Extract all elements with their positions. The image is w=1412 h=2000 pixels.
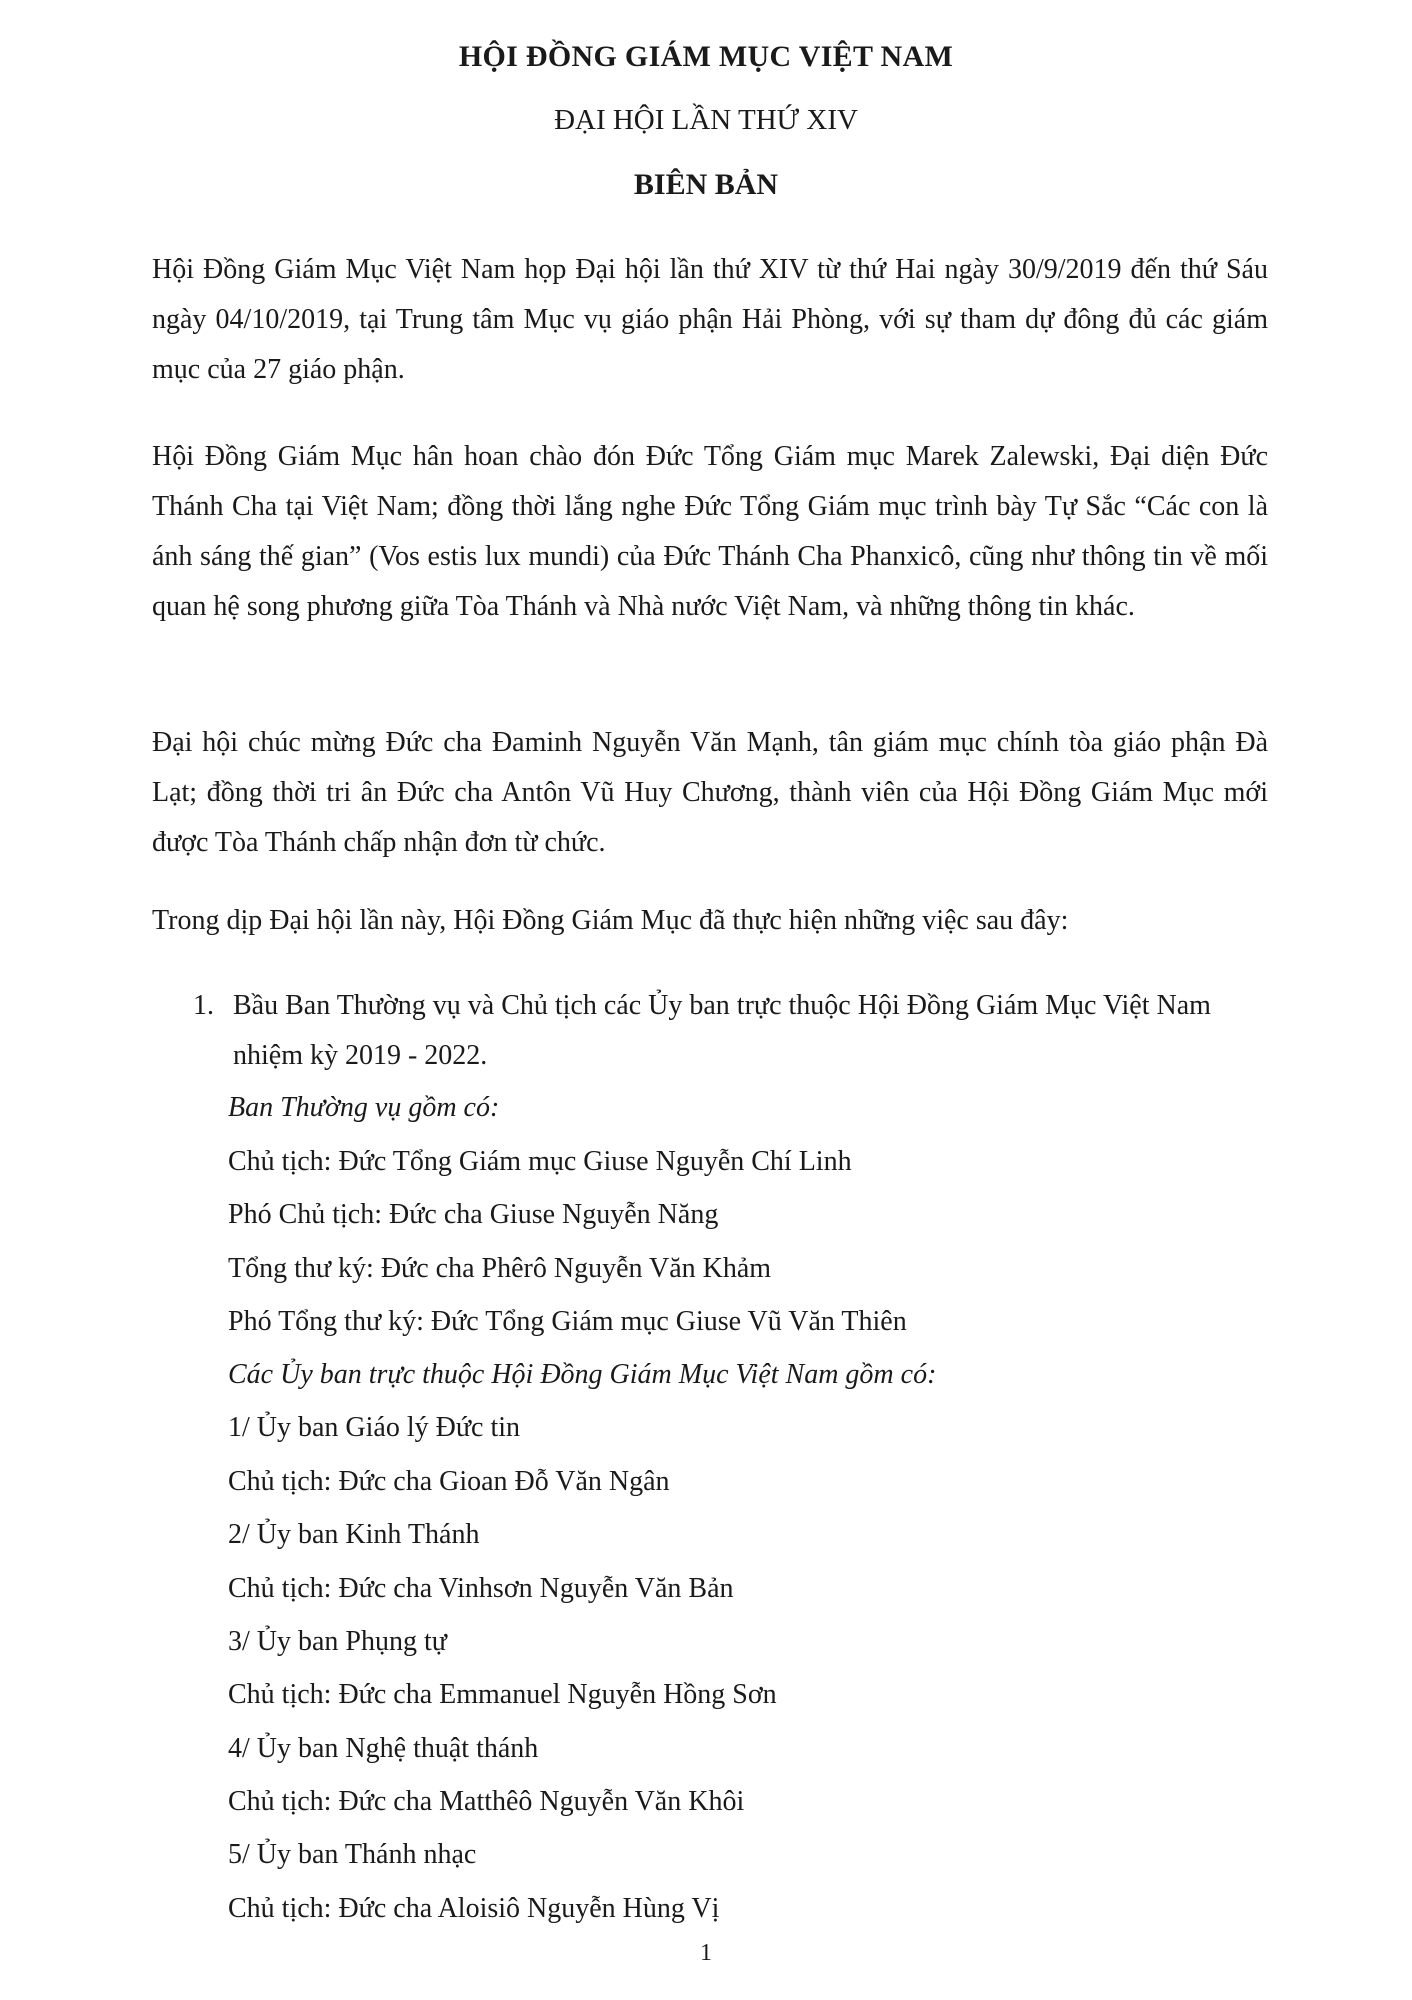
list-item: Chủ tịch: Đức cha Emmanuel Nguyễn Hồng Sơn [228, 1679, 777, 1710]
paragraph-nuncio-welcome: Hội Đồng Giám Mục hân hoan chào đón Đức Tổng Giám mục Marek Zalewski, Đại diện Đức Thánh Cha tại Việt Nam; đồng thời lắng nghe Đức Tổng Giám mục trình bày Tự Sắc “Các con là ánh sáng thế gian” (Vos estis lux mundi) của Đức Thánh Cha Phanxicô, cũng như thông tin về mối quan hệ song phương giữa Tòa Thánh và Nhà nước Việt Nam, và những thông tin khác. [152, 441, 1268, 622]
paragraph-congratulations: Đại hội chúc mừng Đức cha Đaminh Nguyễn Văn Mạnh, tân giám mục chính tòa giáo phận Đà Lạt; đồng thời tri ân Đức cha Antôn Vũ Huy Chương, thành viên của Hội Đồng Giám Mục mới được Tòa Thánh chấp nhận đơn từ chức. [152, 727, 1268, 858]
list-item: Phó Chủ tịch: Đức cha Giuse Nguyễn Năng [228, 1199, 719, 1230]
list-item-number: 1. [193, 990, 214, 1021]
paragraph-activities-intro: Trong dịp Đại hội lần này, Hội Đồng Giám Mục đã thực hiện những việc sau đây: [152, 905, 1069, 936]
commissions-heading: Các Ủy ban trực thuộc Hội Đồng Giám Mục Việt Nam gồm có: [228, 1359, 937, 1390]
list-item: Phó Tổng thư ký: Đức Tổng Giám mục Giuse Vũ Văn Thiên [228, 1306, 907, 1337]
paragraph-meeting-info: Hội Đồng Giám Mục Việt Nam họp Đại hội lần thứ XIV từ thứ Hai ngày 30/9/2019 đến thứ Sáu ngày 04/10/2019, tại Trung tâm Mục vụ giáo phận Hải Phòng, với sự tham dự đông đủ các giám mục của 27 giáo phận. [152, 254, 1268, 385]
list-item: Chủ tịch: Đức Tổng Giám mục Giuse Nguyễn Chí Linh [228, 1146, 852, 1177]
list-item: Tổng thư ký: Đức cha Phêrô Nguyễn Văn Khảm [228, 1253, 772, 1284]
document-title: BIÊN BẢN [633, 168, 779, 201]
list-item: 1/ Ủy ban Giáo lý Đức tin [228, 1412, 521, 1443]
list-item: 3/ Ủy ban Phụng tự [228, 1626, 447, 1657]
congress-heading: ĐẠI HỘI LẦN THỨ XIV [554, 104, 858, 136]
list-item: Chủ tịch: Đức cha Gioan Đỗ Văn Ngân [228, 1466, 670, 1497]
organization-heading: HỘI ĐỒNG GIÁM MỤC VIỆT NAM [458, 40, 954, 73]
list-item-text: Bầu Ban Thường vụ và Chủ tịch các Ủy ban trực thuộc Hội Đồng Giám Mục Việt Nam nhiệm kỳ 2019 - 2022. [233, 990, 1211, 1071]
page-number: 1 [700, 1940, 712, 1966]
list-item: 5/ Ủy ban Thánh nhạc [228, 1839, 477, 1870]
list-item: Chủ tịch: Đức cha Vinhsơn Nguyễn Văn Bản [228, 1573, 734, 1604]
list-item: 4/ Ủy ban Nghệ thuật thánh [228, 1733, 539, 1764]
standing-committee-heading: Ban Thường vụ gồm có: [228, 1092, 500, 1123]
list-item: 2/ Ủy ban Kinh Thánh [228, 1519, 480, 1550]
list-item: Chủ tịch: Đức cha Aloisiô Nguyễn Hùng Vị [228, 1893, 720, 1924]
list-item: Chủ tịch: Đức cha Matthêô Nguyễn Văn Khôi [228, 1786, 745, 1817]
